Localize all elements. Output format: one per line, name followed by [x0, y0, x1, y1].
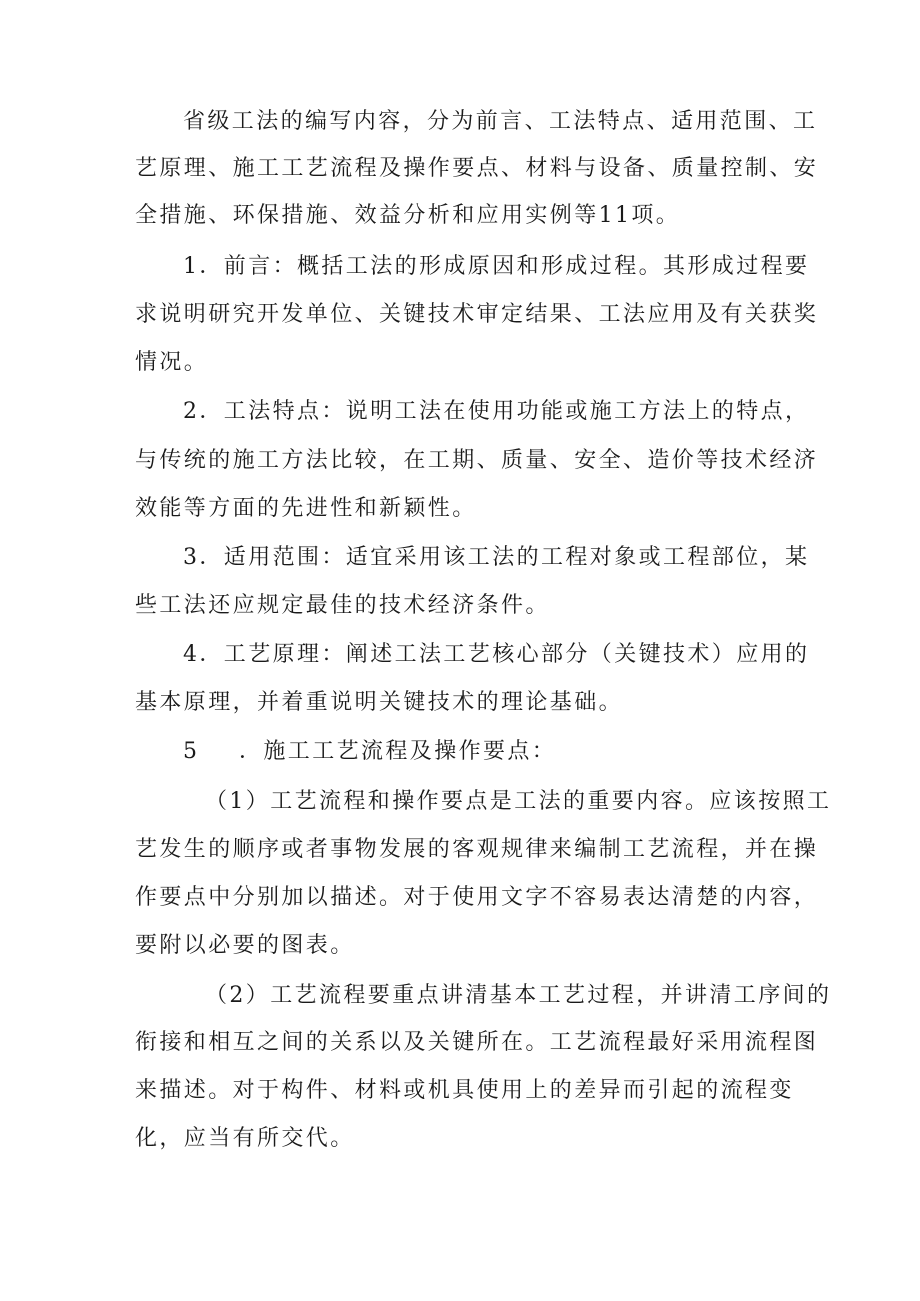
text-line: 情况。	[135, 350, 209, 375]
text-line: 些工法还应规定最佳的技术经济条件。	[135, 593, 550, 618]
item-number: 5	[183, 739, 200, 764]
text-line: 来描述。对于构件、材料或机具使用上的差异而引起的流程变	[135, 1078, 794, 1103]
text-line: 基本原理，并着重说明关键技术的理论基础。	[135, 690, 624, 715]
text-line: （2）工艺流程要重点讲清基本工艺过程，并讲清工序间的	[205, 983, 832, 1008]
text-line: 1．前言：概括工法的形成原因和形成过程。其形成过程要	[183, 254, 810, 279]
text-line: ．施工工艺流程及操作要点：	[239, 739, 557, 764]
text-line: 3．适用范围：适宜采用该工法的工程对象或工程部位，某	[183, 545, 810, 570]
text-line: 2．工法特点：说明工法在使用功能或施工方法上的特点，	[183, 399, 810, 424]
text-line: 衔接和相互之间的关系以及关键所在。工艺流程最好采用流程图	[135, 1030, 819, 1055]
text-line: 求说明研究开发单位、关键技术审定结果、工法应用及有关获奖	[135, 302, 819, 327]
text-line: （1）工艺流程和操作要点是工法的重要内容。应该按照工	[205, 789, 832, 814]
text-line: 全措施、环保措施、效益分析和应用实例等11项。	[135, 203, 681, 228]
text-line: 艺发生的顺序或者事物发展的客观规律来编制工艺流程，并在操	[135, 837, 819, 862]
text-line: 省级工法的编写内容，分为前言、工法特点、适用范围、工	[183, 109, 818, 134]
text-line: 与传统的施工方法比较，在工期、质量、安全、造价等技术经济	[135, 448, 819, 473]
text-line: 作要点中分别加以描述。对于使用文字不容易表达清楚的内容，	[135, 885, 819, 910]
text-line: 化，应当有所交代。	[135, 1126, 355, 1151]
text-line: 效能等方面的先进性和新颖性。	[135, 496, 477, 521]
text-line: 艺原理、施工工艺流程及操作要点、材料与设备、质量控制、安	[135, 156, 819, 181]
text-line: 要附以必要的图表。	[135, 933, 355, 958]
text-line: 4．工艺原理：阐述工法工艺核心部分（关键技术）应用的	[183, 642, 810, 667]
